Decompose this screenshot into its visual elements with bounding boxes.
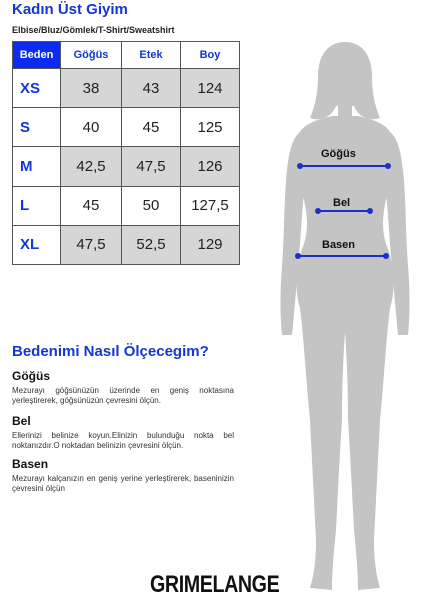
column-header-gogus: Göğüs (61, 42, 122, 69)
brand-logo: GRIMELANGE (150, 571, 280, 598)
guide-heading-chest: Göğüs (12, 369, 50, 383)
boy-cell: 127,5 (181, 186, 240, 225)
size-cell: M (13, 147, 61, 186)
guide-text-waist: Ellerinizi belinize koyun.Elinizin bulunduğu nokta bel noktanızdır.O noktadan belinizin çevresini ölçün. (12, 431, 234, 450)
gogus-cell: 42,5 (61, 147, 122, 186)
table-row (13, 186, 240, 225)
table-row (13, 147, 240, 186)
body-silhouette (281, 42, 410, 590)
gogus-cell: 45 (61, 186, 122, 225)
gogus-cell: 47,5 (61, 225, 122, 264)
waist-label: Bel (333, 197, 351, 209)
size-cell: L (13, 186, 61, 225)
guide-text-chest: Mezurayı göğsünüzün üzerinde en geniş noktasına yerleştirerek, göğsünüzün çevresini ölçün. (12, 386, 234, 405)
table-row (13, 69, 240, 108)
column-header-boy: Boy (181, 42, 240, 69)
table-row (13, 108, 240, 147)
boy-cell: 126 (181, 147, 240, 186)
gogus-cell: 38 (61, 69, 122, 108)
column-header-beden: Beden (13, 42, 61, 69)
etek-cell: 45 (122, 108, 181, 147)
size-cell: XL (13, 225, 61, 264)
etek-cell: 52,5 (122, 225, 181, 264)
guide-heading-hip: Basen (12, 457, 49, 471)
size-cell: S (13, 108, 61, 147)
guide-text-hip: Mezurayı kalçanızın en geniş yerine yerleştirerek, baseninizin çevresini ölçün (12, 474, 234, 493)
gogus-cell: 40 (61, 108, 122, 147)
size-cell: XS (13, 69, 61, 108)
guide-heading-waist: Bel (12, 414, 31, 428)
chest-label: Göğüs (321, 148, 356, 160)
size-table (12, 41, 240, 265)
body-figure (270, 40, 424, 600)
boy-cell: 125 (181, 108, 240, 147)
boy-cell: 129 (181, 225, 240, 264)
column-header-etek: Etek (122, 42, 181, 69)
guide-title: Bedenimi Nasıl Ölçecegim? (12, 343, 209, 360)
page-subtitle: Elbise/Bluz/Gömlek/T-Shirt/Sweatshirt (12, 25, 175, 35)
etek-cell: 50 (122, 186, 181, 225)
page-title: Kadın Üst Giyim (12, 1, 128, 18)
etek-cell: 47,5 (122, 147, 181, 186)
etek-cell: 43 (122, 69, 181, 108)
boy-cell: 124 (181, 69, 240, 108)
table-row (13, 225, 240, 264)
hip-label: Basen (322, 239, 356, 251)
table-header-row (13, 42, 240, 69)
